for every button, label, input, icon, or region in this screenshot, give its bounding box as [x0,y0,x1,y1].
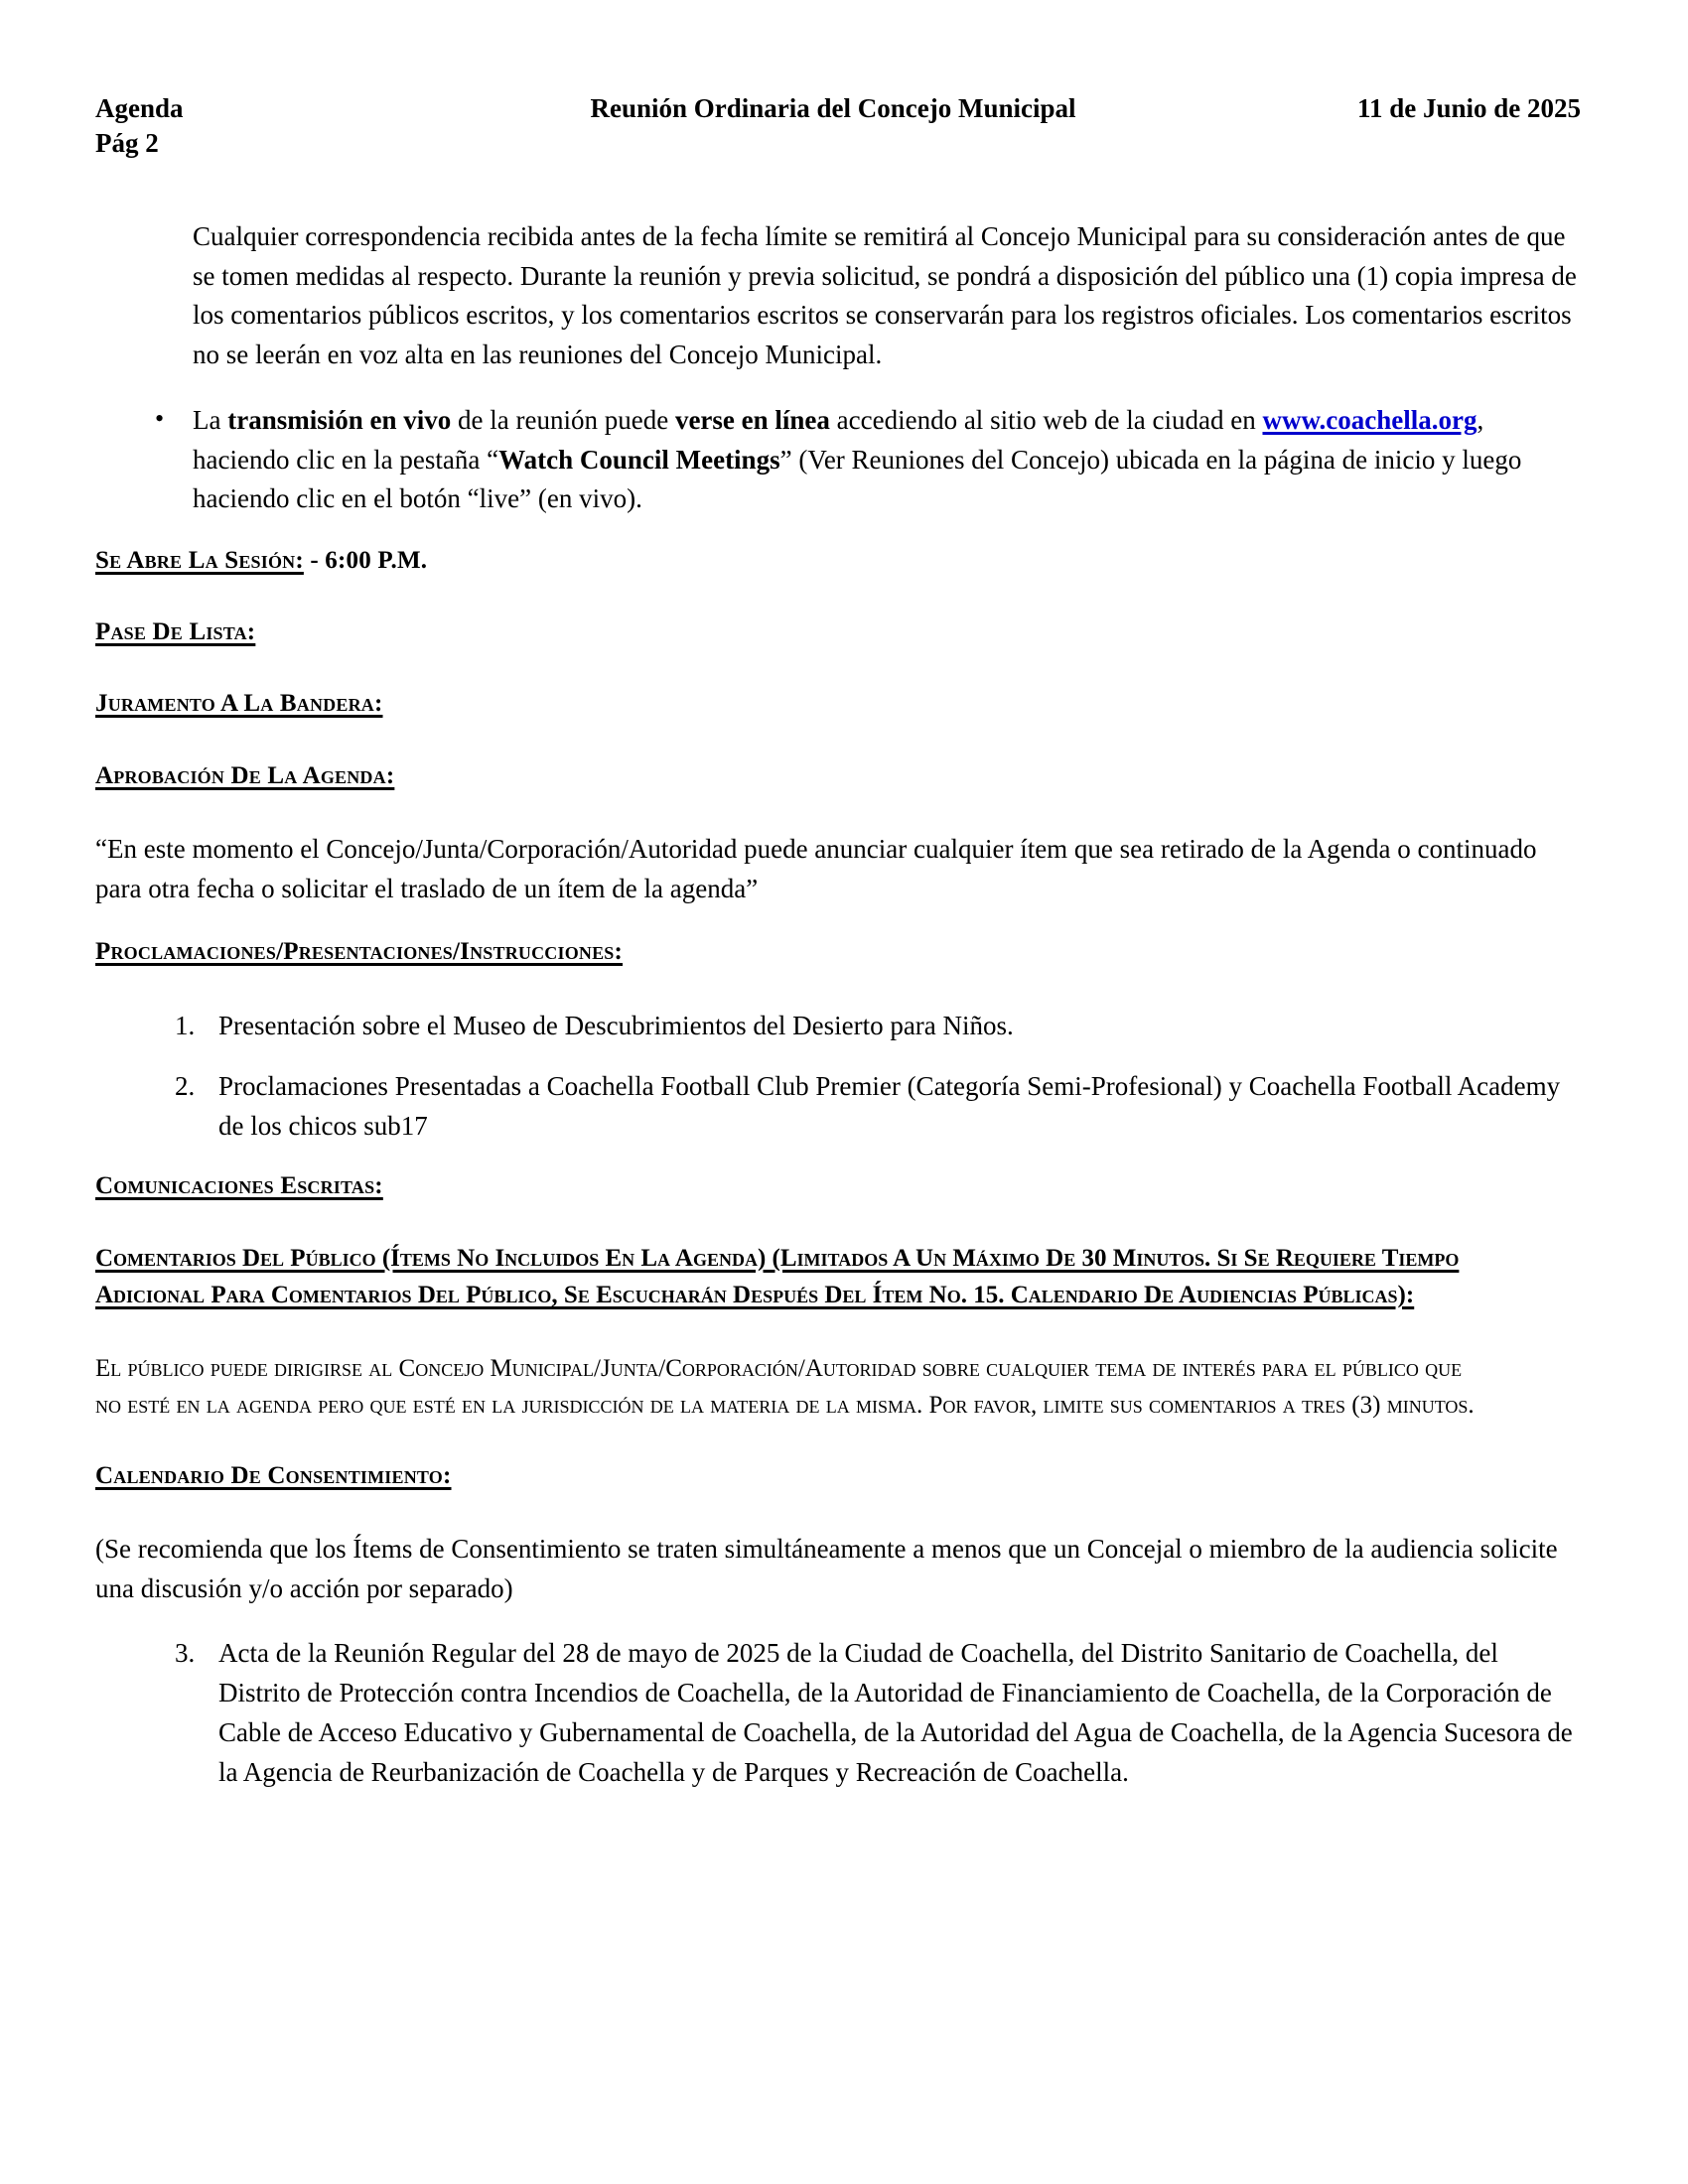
heading-public-comments: Comentarios Del Público (Ítems No Incluidos En La Agenda) (Limitados A Un Máximo De 30 Minutos. Si Se Requiere Tiempo Adicional Para Comentarios Del Público, Se Escucharán Después Del Ítem No. 15. Calendario De Audiencias Públicas): [95,1244,1460,1309]
list-item [95,1067,1581,1146]
header-left [95,91,423,160]
heading-written-communications [95,1168,1581,1204]
consent-items-list [95,1634,1581,1792]
list-item-text: Presentación sobre el Museo de Descubrimientos del Desierto para Niños. [218,1010,1014,1040]
intro-paragraph: Cualquier correspondencia recibida antes de la fecha límite se remitirá al Concejo Municipal para su consideración antes de que se tomen medidas al respecto. Durante la reunión y previa solicitud, se pondrá a disposición del público una (1) copia impresa de los comentarios públicos escritos, y los comentarios escritos se conservarán para los registros oficiales. Los comentarios escritos no se leerán en voz alta en las reuniones del Concejo Municipal. [193,221,1577,370]
heading-roll-call [95,614,1581,650]
coachella-website-link[interactable]: www.coachella.org [1262,404,1477,435]
header-doc-type: Agenda [95,93,184,123]
heading-consent-calendar-label: Calendario De Consentimiento: [95,1461,452,1489]
livestream-bullet-list [95,401,1581,519]
heading-session-open-label: Se Abre La Sesión: [95,546,304,574]
heading-session-open [95,543,1581,579]
heading-pledge-of-allegiance [95,686,1581,722]
list-item-number: 2. [175,1071,196,1102]
header-page-number: Pág 2 [95,127,159,158]
list-item-text: Acta de la Reunión Regular del 28 de mayo de 2025 de la Ciudad de Coachella, del Distrito Sanitario de Coachella, del Distrito de Protección contra Incendios de Coachella, de la Autoridad de Financiamiento de Coachella, de la Corporación de Cable de Acceso Educativo y Gubernamental de Coachella, de la Autoridad del Agua de Coachella, de la Agencia Sucesora de la Agencia de Reurbanización de Coachella y de Parques y Recreación de Coachella. [218,1638,1573,1787]
livestream-seg1: La [193,404,228,435]
heading-roll-call-label: Pase De Lista: [95,618,256,646]
livestream-bold-transmision: transmisión en vivo [227,404,452,435]
public-comments-body: El público puede dirigirse al Concejo Municipal/Junta/Corporación/Autoridad sobre cualquier tema de interés para el público que no esté en la agenda pero que esté en la jurisdicción de la materia de la misma. Por favor, limite sus comentarios a tres (3) minutos. [95,1354,1475,1420]
livestream-seg2: de la reunión puede [451,404,675,435]
livestream-bold-verse: verse en línea [674,404,830,435]
livestream-seg5: ” (Ver Reuniones del Concejo) ubicada en la página de inicio y luego haciendo clic en el botón “live” (en vivo). [193,444,1522,514]
heading-agenda-approval-label: Aprobación De La Agenda: [95,761,395,789]
livestream-seg4: , haciendo clic en la pestaña “ [193,404,1484,475]
heading-consent-calendar [95,1458,1581,1494]
list-item-number: 3. [175,1638,196,1669]
consent-calendar-note: (Se recomienda que los Ítems de Consentimiento se traten simultáneamente a menos que un Concejal o miembro de la audiencia solicite una discusión y/o acción por separado) [95,1534,1558,1603]
livestream-bullet-item [95,401,1581,519]
list-item-text: Proclamaciones Presentadas a Coachella Football Club Premier (Categoría Semi-Profesional) y Coachella Football Academy de los chicos sub17 [218,1071,1561,1141]
list-item-number: 1. [175,1010,196,1040]
heading-proclamations [95,934,1581,970]
list-item [95,1007,1581,1046]
header-meeting-title: Reunión Ordinaria del Concejo Municipal [590,93,1076,123]
heading-written-communications-label: Comunicaciones Escritas: [95,1171,383,1199]
heading-proclamations-label: Proclamaciones/Presentaciones/Instrucciones: [95,938,624,966]
document-header [95,91,1581,160]
agenda-approval-quote: “En este momento el Concejo/Junta/Corporación/Autoridad puede anunciar cualquier ítem que sea retirado de la Agenda o continuado para otra fecha o solicitar el traslado de un ítem de la agenda” [95,833,1537,903]
livestream-bold-watch-council: Watch Council Meetings [498,444,780,475]
heading-pledge-label: Juramento A La Bandera: [95,690,383,718]
heading-session-open-time: - 6:00 P.M. [303,546,428,574]
heading-agenda-approval [95,758,1581,794]
proclamation-items-list [95,1007,1581,1147]
livestream-seg3: accediendo al sitio web de la ciudad en [829,404,1263,435]
list-item [95,1634,1581,1792]
header-meeting-date: 11 de Junio de 2025 [1356,93,1581,123]
